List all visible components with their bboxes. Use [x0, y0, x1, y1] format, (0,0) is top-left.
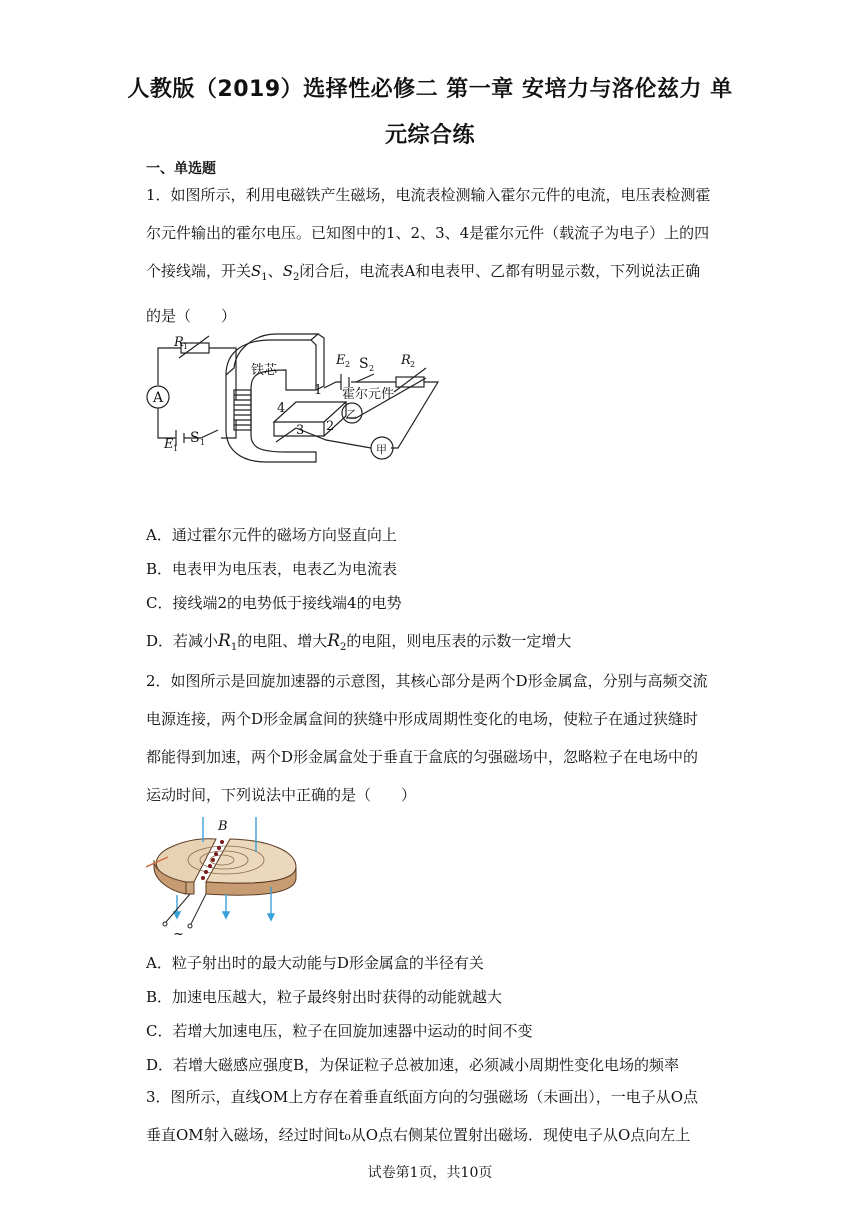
label-s2-sub: 2 [369, 364, 375, 373]
label-hall: 霍尔元件 [342, 387, 395, 402]
terminal-3: 3 [296, 423, 305, 438]
q1-line-3b: 、 [267, 262, 283, 280]
q2-option-a: A．粒子射出时的最大动能与D形金属盒的半径有关 [146, 954, 484, 972]
var-r2: R [327, 631, 341, 651]
var-r1: R [218, 631, 231, 651]
label-b: B [218, 819, 228, 834]
q1-option-d-b: 的电阻、增大 [237, 632, 328, 650]
var-s1: S [251, 262, 262, 280]
meter-jia: 甲 [376, 443, 387, 456]
label-r2: R [401, 353, 411, 368]
q1-line-3: 个接线端，开关$S_1$、$S_2$闭合后，电流表A和电表甲、乙都有明显示数，下列说法正确 [146, 262, 701, 283]
q1-option-c: C．接线端2的电势低于接线端4的电势 [146, 594, 402, 612]
q2-line-3: 都能得到加速，两个D形金属盒处于垂直于盒底的匀强磁场中，忽略粒子在电场中的 [146, 748, 699, 766]
q2-option-c: C．若增大加速电压，粒子在回旋加速器中运动的时间不变 [146, 1022, 533, 1040]
q3-line-1: 3．图所示，直线OM上方存在着垂直纸面方向的匀强磁场（未画出），一电子从O点 [146, 1088, 699, 1106]
q1-option-d-a: D．若减小 [146, 632, 219, 650]
q1-line-4: 的是（ ） [146, 307, 237, 325]
q1-line-1: 1．如图所示，利用电磁铁产生磁场，电流表检测输入霍尔元件的电流，电压表检测霍 [146, 186, 711, 204]
var-s2: S [282, 262, 293, 280]
label-r1: R [174, 335, 184, 350]
q3-line-2: 垂直OM射入磁场，经过时间t₀从O点右侧某位置射出磁场．现使电子从O点向左上 [146, 1126, 691, 1144]
q2-line-2: 电源连接，两个D形金属盒间的狭缝中形成周期性变化的电场，使粒子在通过狭缝时 [146, 710, 699, 728]
cyclotron-figure [146, 812, 306, 940]
terminal-1: 1 [314, 383, 323, 398]
question-2-stem [146, 662, 716, 814]
q2-line-4: 运动时间，下列说法中正确的是（ ） [146, 786, 417, 804]
label-e1-sub: 1 [173, 444, 179, 453]
label-ac: ~ [173, 927, 184, 940]
question-3-stem [146, 1078, 716, 1154]
terminal-4: 4 [277, 401, 286, 416]
q2-line-1: 2．如图所示是回旋加速器的示意图，其核心部分是两个D形金属盒，分别与高频交流 [146, 672, 708, 690]
label-s1-sub: 1 [200, 438, 206, 447]
ammeter-label: A [153, 390, 164, 406]
label-core: 铁芯 [251, 363, 278, 378]
q1-option-d: D．若减小$R_1$的电阻、增大$R_2$的电阻，则电压表的示数一定增大 [146, 631, 572, 653]
q1-option-a: A．通过霍尔元件的磁场方向竖直向上 [146, 526, 397, 544]
label-e2: E [336, 353, 346, 368]
section-heading: 一、单选题 [146, 161, 216, 177]
q2-option-b: B．加速电压越大，粒子最终射出时获得的动能就越大 [146, 988, 503, 1006]
label-r1-sub: 1 [183, 342, 189, 351]
label-e2-sub: 2 [345, 360, 351, 369]
hall-effect-figure [146, 330, 446, 470]
label-s2: S [359, 356, 369, 372]
page-footer: 试卷第1页，共10页 [367, 1165, 493, 1181]
q1-line-3c: 闭合后，电流表A和电表甲、乙都有明显示数，下列说法正确 [299, 262, 701, 280]
q1-option-d-c: 的电阻，则电压表的示数一定增大 [346, 632, 572, 650]
label-r2-sub: 2 [410, 360, 416, 369]
title-line-2: 元综合练 [384, 123, 475, 148]
q1-line-3a: 个接线端，开关 [146, 262, 252, 280]
question-1-stem [146, 176, 716, 335]
q1-line-2: 尔元件输出的霍尔电压。已知图中的1、2、3、4是霍尔元件（载流子为电子）上的四 [146, 224, 710, 242]
q2-option-d: D．若增大磁感应强度B，为保证粒子总被加速，必须减小周期性变化电场的频率 [146, 1056, 680, 1074]
label-s1: S [190, 430, 200, 446]
terminal-2: 2 [326, 419, 335, 434]
title-line-1: 人教版（2019）选择性必修二 第一章 安培力与洛伦兹力 单 [127, 77, 733, 102]
q1-option-b: B．电表甲为电压表，电表乙为电流表 [146, 560, 398, 578]
meter-yi: 乙 [346, 408, 357, 421]
label-e1: E [164, 437, 174, 452]
